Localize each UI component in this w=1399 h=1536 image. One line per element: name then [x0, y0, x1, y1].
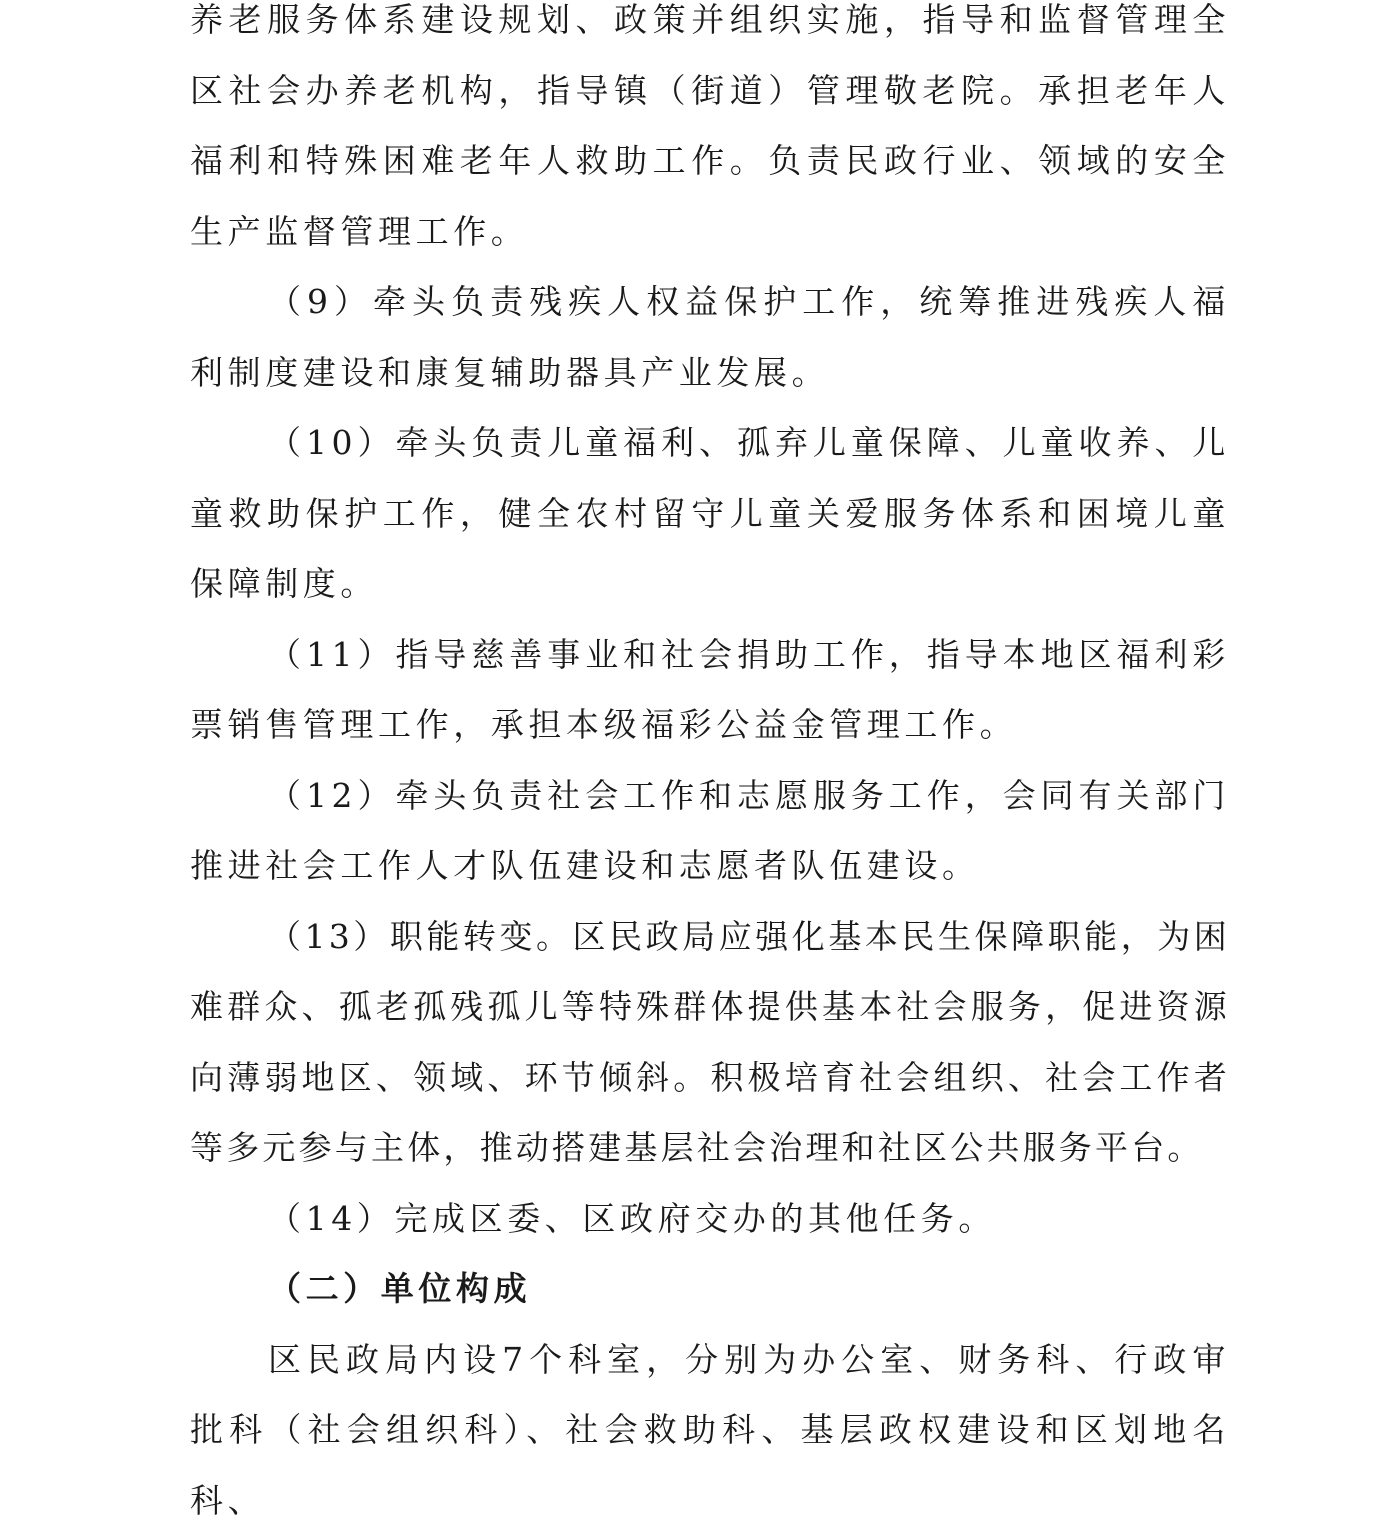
document-page	[190, 0, 1230, 1536]
paragraph-unit-composition: 区民政局内设7个科室，分别为办公室、财务科、行政审批科（社会组织科）、社会救助科、基层政权建设和区划地名科、	[190, 1325, 1230, 1536]
paragraph-item-9: （9）牵头负责残疾人权益保护工作，统筹推进残疾人福利制度建设和康复辅助器具产业发展。	[190, 267, 1230, 408]
paragraph-item-13: （13）职能转变。区民政局应强化基本民生保障职能，为困难群众、孤老孤残孤儿等特殊群体提供基本社会服务，促进资源向薄弱地区、领域、环节倾斜。积极培育社会组织、社会工作者等多元参与主体，推动搭建基层社会治理和社区公共服务平台。	[190, 902, 1230, 1184]
paragraph-elderly-services: 养老服务体系建设规划、政策并组织实施，指导和监督管理全区社会办养老机构，指导镇（街道）管理敬老院。承担老年人福利和特殊困难老年人救助工作。负责民政行业、领域的安全生产监督管理工作。	[190, 0, 1230, 267]
paragraph-item-10: （10）牵头负责儿童福利、孤弃儿童保障、儿童收养、儿童救助保护工作，健全农村留守儿童关爱服务体系和困境儿童保障制度。	[190, 408, 1230, 620]
paragraph-item-11: （11）指导慈善事业和社会捐助工作，指导本地区福利彩票销售管理工作，承担本级福彩公益金管理工作。	[190, 620, 1230, 761]
paragraph-item-14: （14）完成区委、区政府交办的其他任务。	[190, 1184, 1230, 1255]
paragraph-item-12: （12）牵头负责社会工作和志愿服务工作，会同有关部门推进社会工作人才队伍建设和志愿者队伍建设。	[190, 761, 1230, 902]
section-heading-unit-composition: （二）单位构成	[190, 1254, 1230, 1325]
